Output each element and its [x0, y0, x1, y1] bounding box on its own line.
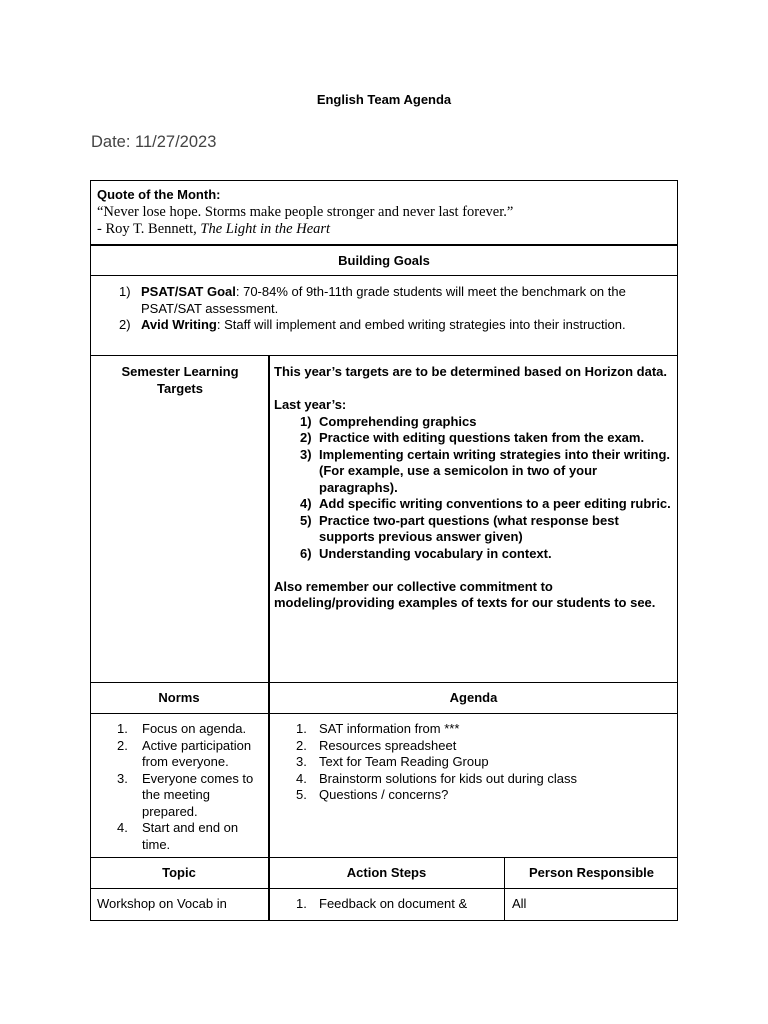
person-responsible-cell: All [512, 896, 527, 911]
goal-description: : 70-84% of 9th-11th grade students will meet the benchmark on the PSAT/SAT assessment. [141, 284, 626, 316]
list-number: 5. [296, 787, 307, 802]
list-number: 1. [296, 896, 307, 911]
agenda-item [270, 738, 670, 755]
list-number: 2) [119, 317, 131, 332]
norm-text: Focus on agenda. [142, 721, 247, 736]
building-goal-item [90, 284, 678, 317]
list-number: 6) [300, 545, 312, 561]
target-item [274, 513, 672, 546]
list-number: 2. [117, 737, 128, 753]
target-item [274, 546, 672, 563]
norm-text: Everyone comes to the meeting prepared. [142, 770, 254, 819]
target-text: Comprehending graphics [319, 413, 477, 429]
norms-list [91, 721, 265, 853]
targets-closing: Also remember our collective commitment to modeling/providing examples of texts for our students to see. [274, 578, 656, 610]
target-text: Add specific writing conventions to a peer editing rubric. [319, 496, 671, 511]
quote-heading: Quote of the Month: [97, 187, 221, 202]
agenda-text: Resources spreadsheet [319, 737, 457, 753]
agenda-text: SAT information from *** [319, 721, 460, 736]
targets-intro: This year’s targets are to be determined based on Horizon data. [274, 364, 667, 379]
building-goals-list [90, 284, 678, 334]
list-number: 3. [117, 770, 128, 786]
list-number: 4. [117, 820, 128, 835]
action-steps-header: Action Steps [346, 865, 427, 880]
goal-name: PSAT/SAT Goal [141, 284, 236, 299]
norm-text: Active participation from everyone. [142, 737, 252, 769]
quote-section [97, 187, 672, 238]
list-number: 5) [300, 512, 312, 528]
quote-author: - Roy T. Bennett, [97, 220, 201, 237]
agenda-text: Questions / concerns? [319, 787, 449, 802]
goal-description: : Staff will implement and embed writing strategies into their instruction. [216, 317, 626, 332]
list-number: 1) [300, 413, 312, 429]
list-number: 1. [117, 721, 128, 736]
table-divider [90, 275, 678, 276]
topic-header: Topic [162, 865, 196, 880]
norm-item [91, 721, 265, 738]
quote-attribution [97, 221, 672, 238]
agenda-item [270, 787, 670, 804]
list-number: 1) [119, 284, 131, 299]
quote-book-title: The Light in the Heart [200, 220, 331, 237]
semester-targets-content [274, 364, 672, 612]
table-divider [90, 857, 678, 858]
agenda-list [270, 721, 670, 804]
action-topic-cell: Workshop on Vocab in [97, 896, 227, 911]
list-number: 4. [296, 770, 307, 786]
target-text: Practice with editing questions taken from the exam. [319, 430, 645, 445]
building-goal-item [90, 317, 678, 334]
norm-item [91, 820, 265, 853]
action-step-item [270, 896, 502, 913]
table-divider [90, 682, 678, 683]
target-text: Understanding vocabulary in context. [319, 545, 552, 561]
list-number: 1. [296, 721, 307, 736]
target-text: Implementing certain writing strategies into their writing. (For example, use a semicolon in two of your paragraphs). [319, 446, 671, 495]
list-number: 3. [296, 754, 307, 769]
table-divider [90, 713, 678, 714]
list-number: 2) [300, 430, 312, 445]
agenda-item [270, 754, 670, 771]
quote-text: “Never lose hope. Storms make people stronger and never last forever.” [97, 203, 514, 220]
list-number: 3) [300, 446, 312, 462]
document-title: English Team Agenda [316, 92, 452, 107]
norm-item [91, 738, 265, 771]
list-number: 2. [296, 737, 307, 753]
norm-item [91, 771, 265, 821]
person-responsible-header: Person Responsible [529, 865, 654, 880]
list-number: 4) [300, 496, 312, 511]
agenda-item [270, 721, 670, 738]
meeting-date: Date: 11/27/2023 [91, 133, 217, 151]
agenda-item [270, 771, 670, 788]
table-divider [90, 244, 678, 246]
action-step-text: Feedback on document & [319, 896, 468, 911]
last-year-label: Last year’s: [274, 397, 347, 412]
table-divider [90, 355, 678, 356]
semester-targets-label: Semester Learning Targets [121, 364, 239, 396]
column-divider [268, 355, 270, 921]
building-goals-heading: Building Goals [338, 253, 430, 268]
norm-text: Start and end on time. [142, 820, 239, 852]
target-item [274, 447, 672, 497]
target-text: Practice two-part questions (what response best supports previous answer given) [319, 512, 619, 544]
agenda-heading: Agenda [449, 690, 498, 705]
agenda-text: Brainstorm solutions for kids out during class [319, 770, 577, 786]
agenda-text: Text for Team Reading Group [319, 754, 489, 769]
goal-name: Avid Writing [141, 317, 217, 332]
target-item [274, 496, 672, 513]
action-step-cell [270, 896, 502, 913]
target-item [274, 430, 672, 447]
table-divider [90, 888, 678, 889]
norms-heading: Norms [158, 690, 200, 705]
target-item [274, 414, 672, 431]
